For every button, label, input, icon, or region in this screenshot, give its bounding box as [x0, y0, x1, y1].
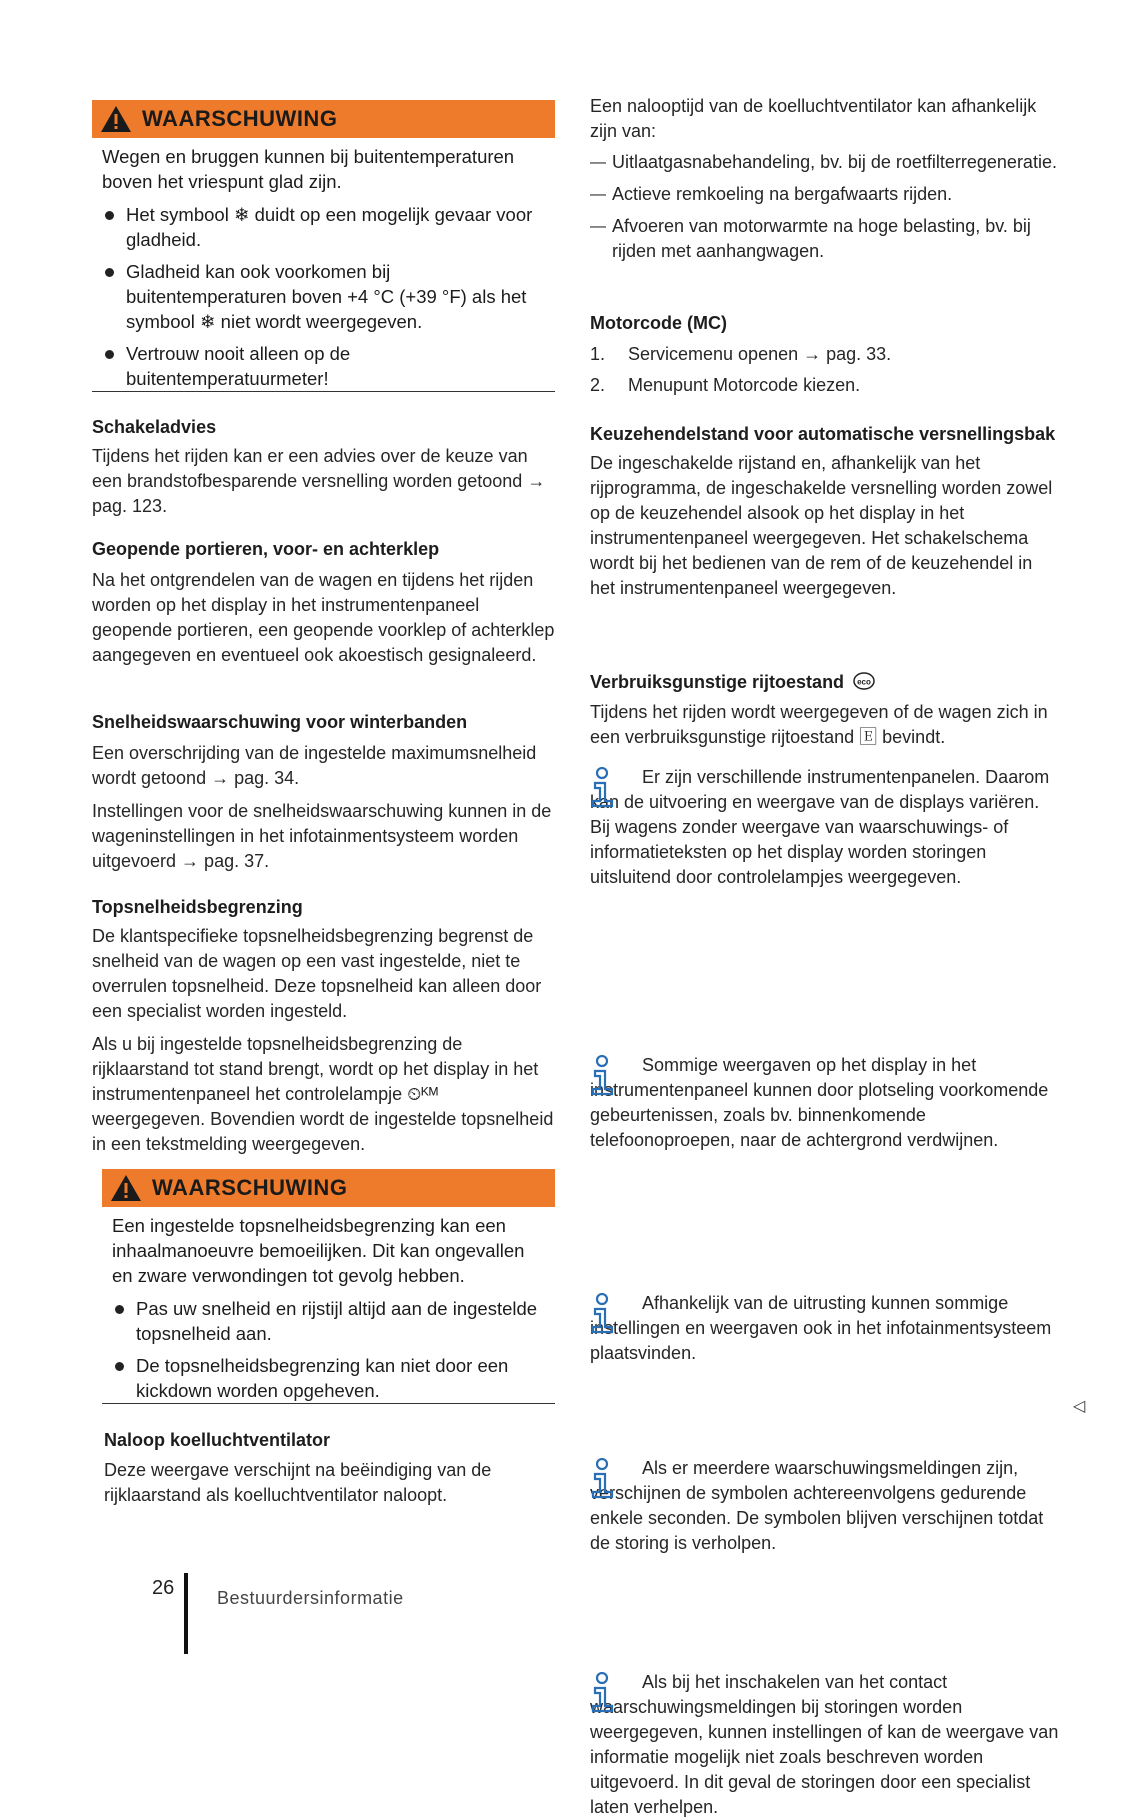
- warning-bullet: Het symbool ❄ duidt op een mogelijk gevaar voor gladheid.: [102, 202, 549, 252]
- info-text: Afhankelijk van de uitrusting kunnen sommige instellingen en weergaven ook in het infotainmentsysteem plaatsvinden.: [590, 1293, 1052, 1363]
- warning-bullet: Vertrouw nooit alleen op de buitentemperatuurmeter!: [102, 341, 549, 391]
- section-title: Naloop koelluchtventilator: [104, 1430, 331, 1450]
- step-text: Menupunt Motorcode kiezen.: [628, 375, 861, 395]
- info-note: [590, 765, 1060, 890]
- section-text: Deze weergave verschijnt na beëindiging van de rijklaarstand als koelluchtventilator naloopt.: [104, 1460, 492, 1505]
- section-verbruik: [590, 670, 1060, 750]
- info-icon: [590, 1055, 616, 1097]
- section-text: Instellingen voor de snelheidswaarschuwing kunnen in de wageninstellingen in het infotainmentsysteem worden uitgevoerd → pag. 37.: [92, 801, 552, 871]
- section-naloop: [104, 1428, 555, 1508]
- section-title: Schakeladvies: [92, 417, 217, 437]
- info-icon: [590, 1458, 616, 1500]
- section-winterbanden: [92, 710, 555, 874]
- warning-body: [92, 138, 555, 392]
- info-icon: [590, 1672, 616, 1714]
- info-note: [590, 1053, 1060, 1153]
- info-icon: [590, 767, 616, 809]
- warning-triangle-icon: [100, 105, 132, 133]
- warning-header-label: WAARSCHUWING: [152, 1175, 348, 1200]
- list-item: — Uitlaatgasnabehandeling, bv. bij de roetfilterregeneratie.: [590, 150, 1060, 175]
- warning-bullet: Pas uw snelheid en rijstijl altijd aan de ingestelde topsnelheid aan.: [112, 1296, 549, 1346]
- section-motorcode: [590, 311, 1060, 404]
- naloop-intro: Een nalooptijd van de koelluchtventilator kan afhankelijk zijn van:: [590, 96, 1037, 141]
- info-text: Er zijn verschillende instrumentenpanelen. Daarom kan de uitvoering en weergave van de displays variëren. Bij wagens zonder weergave van waarschuwings- of informatieteksten op het display worden storingen uitsluitend door controlelampjes weergegeven.: [590, 767, 1050, 887]
- step-text: Servicemenu openen → pag. 33.: [628, 344, 892, 364]
- warning-bullet: De topsnelheidsbegrenzing kan niet door een kickdown worden opgeheven.: [112, 1353, 549, 1403]
- warning-header: [92, 100, 555, 138]
- section-title: [590, 670, 1060, 695]
- section-text: De klantspecifieke topsnelheidsbegrenzing begrenst de snelheid van de wagen op een vast ingestelde, niet te overrulen topsnelheid. Deze topsnelheid kan alleen door een specialist worden ingesteld.: [92, 926, 542, 1021]
- section-schakeladvies: [92, 415, 555, 519]
- warning-bullet: Gladheid kan ook voorkomen bij buitentemperaturen boven +4 °C (+39 °F) als het symbool ❄ niet wordt weergegeven.: [102, 259, 549, 334]
- page-number: 26: [152, 1577, 175, 1599]
- warning-header-label: WAARSCHUWING: [142, 106, 338, 131]
- svg-text:eco: eco: [857, 677, 871, 687]
- section-text: Tijdens het rijden kan er een advies over de keuze van een brandstofbesparende versnelling worden getoond → pag. 123.: [92, 446, 546, 516]
- step-number: 2.: [590, 375, 606, 395]
- section-title: Geopende portieren, voor- en achterklep: [92, 539, 440, 559]
- section-text: Een overschrijding van de ingestelde maximumsnelheid wordt getoond → pag. 34.: [92, 743, 537, 788]
- warning-box-speedlimit: [102, 1169, 555, 1404]
- eco-icon: [853, 672, 875, 690]
- motorcode-steps: [590, 342, 1060, 398]
- info-text: Als bij het inschakelen van het contact waarschuwingsmeldingen bij storingen worden weergegeven, kunnen instellingen of kan de weergave van informatie mogelijk niet zoals beschreven worden uitgevoerd. In dit geval de storingen door een specialist laten verhelpen.: [590, 1672, 1059, 1817]
- warning-box-slippery: [92, 100, 555, 392]
- section-title: Topsnelheidsbegrenzing: [92, 897, 303, 917]
- section-title: Snelheidswaarschuwing voor winterbanden: [92, 712, 468, 732]
- info-note: [590, 1291, 1060, 1366]
- info-note: [590, 1456, 1060, 1556]
- list-item: — Afvoeren van motorwarmte na hoge belasting, bv. bij rijden met aanhangwagen.: [590, 214, 1060, 264]
- section-text: Als u bij ingestelde topsnelheidsbegrenzing de rijklaarstand tot stand brengt, wordt op het display in het instrumentenpaneel het controlelampje ⏲ᴷᴹ weergegeven. Bovendien wordt de ingestelde topsnelheid in een tekstmelding weergegeven.: [92, 1034, 554, 1154]
- info-icon: [590, 1293, 616, 1335]
- naloop-list: [590, 150, 1060, 264]
- footer-divider: [184, 1573, 188, 1654]
- section-title: Keuzehendelstand voor automatische versnellingsbak: [590, 424, 1056, 444]
- section-text: De ingeschakelde rijstand en, afhankelijk van het rijprogramma, de ingeschakelde versnelling worden zowel op de keuzehendel alsook op het display in het instrumentenpaneel weergegeven. Het schakelschema wordt bij het bedienen van de rem of de keuzehendel in het instrumentenpaneel weergegeven.: [590, 453, 1053, 598]
- step-number: 1.: [590, 344, 606, 364]
- warning-bullets: [112, 1296, 549, 1403]
- info-text: Als er meerdere waarschuwingsmeldingen zijn, verschijnen de symbolen achtereenvolgens gedurende enkele seconden. De symbolen blijven verschijnen totdat de storing is verholpen.: [590, 1458, 1044, 1553]
- section-title-text: Verbruiksgunstige rijtoestand: [590, 672, 845, 692]
- section-keuzehendel: [590, 422, 1060, 601]
- section-topsnelheid: [92, 895, 555, 1157]
- section-text: Na het ontgrendelen van de wagen en tijdens het rijden worden op het display in het instrumentenpaneel geopende portieren, een geopende voorklep of achterklep aangegeven en eventueel ook akoestisch gesignaleerd.: [92, 570, 555, 665]
- warning-header: [102, 1169, 555, 1207]
- section-portieren: [92, 537, 555, 668]
- warning-triangle-icon: [110, 1174, 142, 1202]
- warning-bullets: [102, 202, 549, 391]
- step-item: [590, 342, 1060, 367]
- info-note: [590, 1670, 1060, 1820]
- section-text: Tijdens het rijden wordt weergegeven of de wagen zich in een verbruiksgunstige rijtoestand 🄴 bevindt.: [590, 702, 1048, 747]
- footer-section-title: Bestuurdersinformatie: [217, 1588, 404, 1608]
- naloop-continued: [590, 94, 1060, 271]
- list-item: — Actieve remkoeling na bergafwaarts rijden.: [590, 182, 1060, 207]
- section-end-marker: ◁: [1073, 1398, 1086, 1415]
- step-item: [590, 373, 1060, 398]
- warning-body: [102, 1207, 555, 1404]
- warning-intro: Een ingestelde topsnelheidsbegrenzing kan een inhaalmanoeuvre bemoeilijken. Dit kan ongevallen en zware verwondingen tot gevolg hebben.: [112, 1215, 525, 1286]
- info-text: Sommige weergaven op het display in het instrumentenpaneel kunnen door plotseling voorkomende gebeurtenissen, zoals bv. binnenkomende telefoonoproepen, naar de achtergrond verdwijnen.: [590, 1055, 1049, 1150]
- warning-intro: Wegen en bruggen kunnen bij buitentemperaturen boven het vriespunt glad zijn.: [102, 146, 515, 192]
- right-column: [590, 0, 1060, 1817]
- section-title: Motorcode (MC): [590, 313, 727, 333]
